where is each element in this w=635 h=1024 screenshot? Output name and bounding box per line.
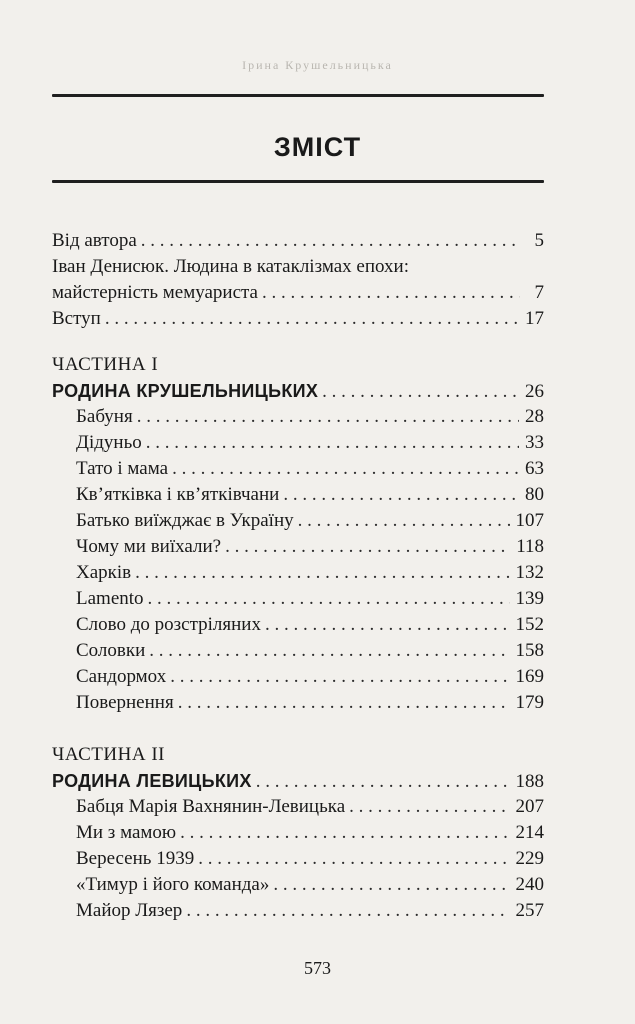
- toc-entry: [52, 560, 544, 586]
- toc-intro: [52, 228, 544, 332]
- leader-dots: [178, 690, 510, 716]
- leader-dots: [105, 306, 519, 332]
- leader-dots: [146, 430, 519, 456]
- leader-dots: [273, 872, 509, 898]
- toc-part-2: [52, 742, 544, 924]
- toc-entry-label: Вересень 1939: [76, 848, 195, 869]
- toc-entry: [52, 872, 544, 898]
- toc-entry-label: Кв’ятківка і кв’ятківчани: [76, 484, 280, 505]
- leader-dots: [149, 638, 509, 664]
- toc-entry-label: «Тимур і його команда»: [76, 874, 270, 895]
- toc-entry-label: Бабця Марія Вахнянин-Левицька: [76, 796, 346, 817]
- toc-entry: [52, 404, 544, 430]
- toc-entry-page: 240: [515, 874, 544, 895]
- toc-entry-label: Слово до розстріляних: [76, 614, 261, 635]
- toc-entry-label: Вступ: [52, 308, 101, 329]
- toc-entry-page: 107: [515, 510, 544, 531]
- toc-entry: [52, 638, 544, 664]
- toc-entry: [52, 280, 544, 306]
- toc-entry: [52, 690, 544, 716]
- toc-entry-label: Сандормох: [76, 666, 167, 687]
- part-title: РОДИНА ЛЕВИЦЬКИХ: [52, 771, 252, 791]
- toc-entry-label: Харків: [76, 562, 132, 583]
- toc-entry: [52, 508, 544, 534]
- toc-entry-page: 229: [515, 848, 544, 869]
- toc-entry-page: 80: [525, 484, 544, 505]
- toc-entry: [52, 846, 544, 872]
- toc-entry-label: Lamento: [76, 588, 144, 609]
- toc-entry-page: 28: [525, 406, 544, 427]
- part-title-entry: [52, 378, 544, 404]
- toc-entry-page: 257: [515, 900, 544, 921]
- leader-dots: [225, 534, 510, 560]
- leader-dots: [186, 898, 509, 924]
- toc-entry: [52, 482, 544, 508]
- toc-entry-label: Дідуньо: [76, 432, 142, 453]
- toc-entry-page: 152: [515, 614, 544, 635]
- running-head: Ірина Крушельницька: [242, 58, 393, 72]
- leader-dots: [322, 379, 519, 405]
- toc-entry-label: Батько виїжджає в Україну: [76, 510, 294, 531]
- leader-dots: [283, 482, 519, 508]
- toc-entry-page: 139: [515, 588, 544, 609]
- toc-entry: [52, 228, 544, 254]
- leader-dots: [148, 586, 510, 612]
- toc-entry-page: 188: [515, 771, 544, 792]
- part-title: РОДИНА КРУШЕЛЬНИЦЬКИХ: [52, 381, 319, 401]
- page-number: 573: [304, 958, 331, 978]
- toc-entry-label: Соловки: [76, 640, 146, 661]
- toc-entry: [52, 794, 544, 820]
- toc-entry-page: 169: [515, 666, 544, 687]
- toc-entry-page: 179: [515, 692, 544, 713]
- leader-dots: [180, 820, 509, 846]
- toc-entry: [52, 612, 544, 638]
- toc-entry-label: Чому ми виїхали?: [76, 536, 222, 557]
- leader-dots: [170, 664, 509, 690]
- part-title-entry: [52, 768, 544, 794]
- leader-dots: [198, 846, 509, 872]
- toc-entry: [52, 664, 544, 690]
- toc-entry-label: Ми з мамою: [76, 822, 177, 843]
- leader-dots: [349, 794, 509, 820]
- toc-entry-page: 33: [525, 432, 544, 453]
- toc-entry: [52, 898, 544, 924]
- toc-entry-page: 17: [525, 308, 544, 329]
- page-title: ЗМІСТ: [273, 132, 362, 162]
- toc-entry-page: 214: [515, 822, 544, 843]
- toc-entry: [52, 430, 544, 456]
- toc-entry: [52, 820, 544, 846]
- leader-dots: [135, 560, 509, 586]
- leader-dots: [137, 404, 519, 430]
- toc-entry: [52, 534, 544, 560]
- toc-entry-page: 63: [525, 458, 544, 479]
- toc-entry: [52, 586, 544, 612]
- leader-dots: [172, 456, 519, 482]
- leader-dots: [141, 228, 520, 254]
- toc-part-1: [52, 352, 544, 716]
- toc-entry-label: Майор Лязер: [76, 900, 183, 921]
- toc-entry-page: 132: [515, 562, 544, 583]
- toc-entry-label: Від автора: [52, 230, 137, 251]
- leader-dots: [262, 280, 520, 306]
- toc-entry-label-line2: майстерність мемуариста: [52, 282, 258, 303]
- leader-dots: [265, 612, 510, 638]
- title-rule: [52, 180, 544, 183]
- part-label: ЧАСТИНА ІІ: [52, 744, 165, 765]
- toc-entry-page: 118: [516, 536, 544, 557]
- toc-entry: [52, 306, 544, 332]
- toc-entry-page: 158: [515, 640, 544, 661]
- toc-entry-page: 7: [534, 282, 544, 303]
- toc-entry-label: Тато і мама: [76, 458, 169, 479]
- toc-entry-page: 5: [534, 230, 544, 251]
- leader-dots: [298, 508, 510, 534]
- toc-entry: [52, 456, 544, 482]
- toc-entry-page: 207: [515, 796, 544, 817]
- toc-entry-label-line1: Іван Денисюк. Людина в катаклізмах епохи:: [52, 256, 409, 277]
- top-rule: [52, 94, 544, 97]
- leader-dots: [256, 769, 510, 795]
- toc-entry-page: 26: [525, 381, 544, 402]
- part-label: ЧАСТИНА І: [52, 354, 159, 375]
- toc-entry-label: Повернення: [76, 692, 174, 713]
- toc-entry-label: Бабуня: [76, 406, 133, 427]
